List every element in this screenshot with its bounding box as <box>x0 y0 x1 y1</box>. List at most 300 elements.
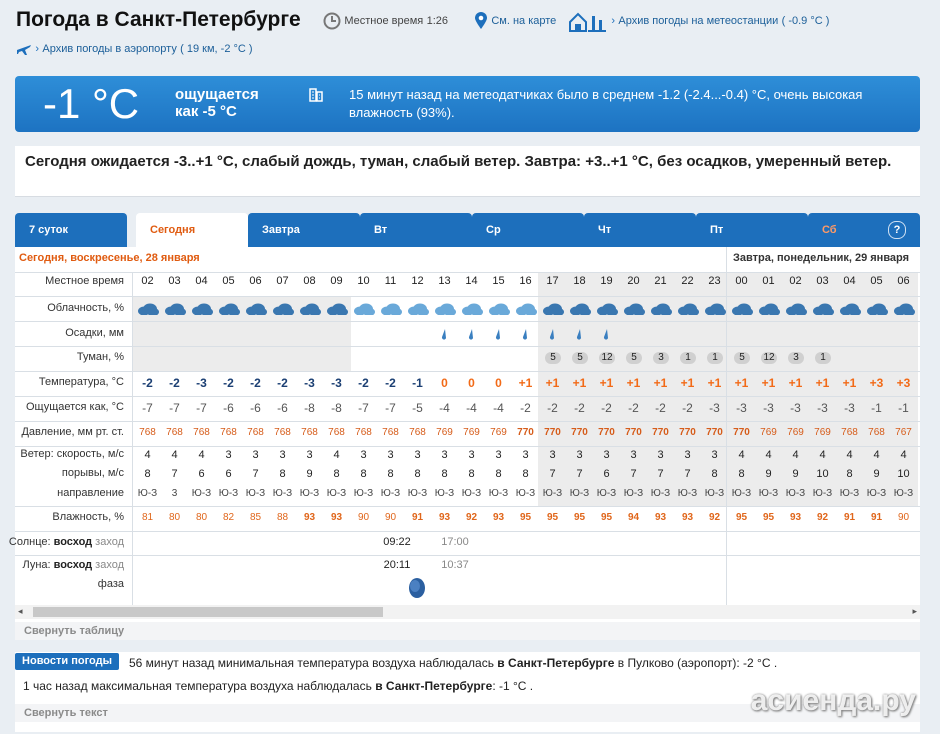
wind-direction-cell: Ю-З <box>272 488 293 499</box>
collapse-table-button[interactable]: Свернуть таблицу <box>15 622 920 640</box>
fog-badge: 1 <box>815 352 831 364</box>
map-pin-icon <box>474 12 488 30</box>
hour-cell: 11 <box>384 275 397 287</box>
cloud-icon <box>595 302 618 315</box>
fog-badge: 5 <box>545 352 561 364</box>
wind-direction-cell: Ю-З <box>866 488 887 499</box>
forecast-summary: Сегодня ожидается -3..+1 °C, слабый дождь, туман, слабый ветер. Завтра: +3..+1 °C, без осадков, умеренный ветер. <box>15 146 920 197</box>
wind-speed-cell: 3 <box>414 449 421 461</box>
wind-direction-cell: Ю-З <box>191 488 212 499</box>
row-divider <box>15 555 920 556</box>
temperature-cell: 0 <box>495 376 502 390</box>
cloud-icon <box>190 302 213 315</box>
pressure-cell: 769 <box>760 427 777 438</box>
feels-like-cell: -2 <box>628 401 639 415</box>
wind-direction-cell: Ю-З <box>839 488 860 499</box>
temperature-cell: +1 <box>761 376 776 390</box>
hour-cell: 04 <box>195 275 208 287</box>
hour-cell: 00 <box>735 275 748 287</box>
row-label-sun-set: заход <box>95 536 124 548</box>
rain-drop-icon <box>574 328 584 340</box>
feels-like-cell: -8 <box>331 401 342 415</box>
temperature-cell: 0 <box>468 376 475 390</box>
cloud-icon <box>784 302 807 315</box>
wind-direction-cell: Ю-З <box>596 488 617 499</box>
tab-thursday[interactable]: Чт <box>584 213 696 247</box>
day-tabs <box>15 213 920 247</box>
station-archive-link[interactable]: › Архив погоды на метеостанции ( -0.9 °C ) <box>568 10 829 32</box>
temperature-cell: -3 <box>331 376 342 390</box>
cloud-icon <box>757 302 780 315</box>
pressure-cell: 768 <box>868 427 885 438</box>
wind-gusts-cell: 8 <box>738 468 745 480</box>
pressure-cell: 768 <box>328 427 345 438</box>
pressure-cell: 768 <box>139 427 156 438</box>
temperature-cell: +1 <box>815 376 830 390</box>
wind-speed-cell: 3 <box>441 449 448 461</box>
wind-speed-cell: 4 <box>738 449 745 461</box>
pressure-cell: 769 <box>436 427 453 438</box>
rain-drop-icon <box>601 328 611 340</box>
humidity-cell: 93 <box>654 512 667 523</box>
wind-gusts-cell: 9 <box>765 468 772 480</box>
wind-direction-cell: Ю-З <box>137 488 158 499</box>
feels-like-cell: -7 <box>385 401 396 415</box>
wind-speed-cell: 3 <box>522 449 529 461</box>
humidity-cell: 94 <box>627 512 640 523</box>
row-label-phase: фаза <box>97 578 124 590</box>
hour-cell: 07 <box>276 275 289 287</box>
row-divider <box>15 321 920 322</box>
feels-like-cell: -3 <box>709 401 720 415</box>
feels-like-cell: -3 <box>736 401 747 415</box>
cloud-icon <box>163 302 186 315</box>
hour-cell: 19 <box>600 275 613 287</box>
humidity-cell: 93 <box>330 512 343 523</box>
cloud-icon <box>811 302 834 315</box>
temperature-cell: +1 <box>626 376 641 390</box>
wind-direction-cell: Ю-З <box>731 488 752 499</box>
cloud-icon <box>460 302 483 315</box>
wind-speed-cell: 3 <box>360 449 367 461</box>
fog-badge: 12 <box>599 352 615 364</box>
pressure-cell: 768 <box>355 427 372 438</box>
wind-direction-cell: Ю-З <box>623 488 644 499</box>
cloud-icon <box>865 302 888 315</box>
wind-speed-cell: 3 <box>495 449 502 461</box>
humidity-cell: 90 <box>357 512 370 523</box>
feels-like-cell: -3 <box>817 401 828 415</box>
wind-gusts-cell: 8 <box>522 468 529 480</box>
wind-speed-cell: 3 <box>387 449 394 461</box>
feels-like-cell: -2 <box>574 401 585 415</box>
wind-gusts-cell: 7 <box>171 468 178 480</box>
humidity-cell: 93 <box>492 512 505 523</box>
pressure-cell: 770 <box>517 427 534 438</box>
pressure-cell: 767 <box>895 427 912 438</box>
wind-gusts-cell: 8 <box>414 468 421 480</box>
hour-cell: 05 <box>870 275 883 287</box>
humidity-cell: 91 <box>411 512 424 523</box>
hour-cell: 09 <box>330 275 343 287</box>
help-icon[interactable]: ? <box>888 221 906 239</box>
pressure-cell: 770 <box>733 427 750 438</box>
watermark: асиенда.ру <box>750 684 916 717</box>
building-icon <box>308 86 324 102</box>
wind-speed-cell: 4 <box>900 449 907 461</box>
wind-direction-cell: Ю-З <box>893 488 914 499</box>
wind-gusts-cell: 8 <box>333 468 340 480</box>
humidity-cell: 95 <box>762 512 775 523</box>
wind-gusts-cell: 6 <box>603 468 610 480</box>
hour-cell: 04 <box>843 275 856 287</box>
temperature-cell: -2 <box>277 376 288 390</box>
wind-direction-cell: Ю-З <box>488 488 509 499</box>
feels-like-cell: -3 <box>844 401 855 415</box>
pressure-cell: 768 <box>409 427 426 438</box>
temperature-cell: +1 <box>545 376 560 390</box>
cloud-icon <box>649 302 672 315</box>
wind-gusts-cell: 10 <box>897 468 910 480</box>
scrollbar-thumb[interactable] <box>33 607 383 617</box>
humidity-cell: 82 <box>222 512 235 523</box>
wind-direction-cell: Ю-З <box>461 488 482 499</box>
temperature-cell: +1 <box>599 376 614 390</box>
feels-like-cell: -2 <box>682 401 693 415</box>
wind-direction-cell: Ю-З <box>299 488 320 499</box>
pressure-cell: 770 <box>625 427 642 438</box>
humidity-cell: 93 <box>789 512 802 523</box>
fog-badge: 12 <box>761 352 777 364</box>
row-label-sun-sun: Солнце: <box>8 536 51 548</box>
cloud-icon <box>487 302 510 315</box>
rain-drop-icon <box>547 328 557 340</box>
hour-cell: 06 <box>897 275 910 287</box>
wind-gusts-cell: 8 <box>279 468 286 480</box>
hour-cell: 18 <box>573 275 586 287</box>
hour-cell: 20 <box>627 275 640 287</box>
row-label-sun-rise: восход <box>53 536 93 548</box>
wind-speed-cell: 3 <box>630 449 637 461</box>
cloud-icon <box>379 302 402 315</box>
pressure-cell: 768 <box>274 427 291 438</box>
row-divider <box>15 446 920 447</box>
hour-cell: 10 <box>357 275 370 287</box>
wind-gusts-cell: 8 <box>441 468 448 480</box>
temperature-cell: -2 <box>250 376 261 390</box>
temperature-cell: -2 <box>358 376 369 390</box>
feels-like-cell: -5 <box>412 401 423 415</box>
wind-direction-cell: Ю-З <box>758 488 779 499</box>
row-label-precip: Осадки, мм <box>65 327 124 339</box>
humidity-cell: 91 <box>843 512 856 523</box>
wind-gusts-cell: 8 <box>360 468 367 480</box>
wind-speed-cell: 4 <box>792 449 799 461</box>
wind-gusts-cell: 7 <box>684 468 691 480</box>
cloud-icon <box>136 302 159 315</box>
cloud-icon <box>271 302 294 315</box>
moonset-time: 10:37 <box>441 559 469 571</box>
fog-badge: 1 <box>680 352 696 364</box>
humidity-cell: 95 <box>546 512 559 523</box>
feels-like-cell: -4 <box>439 401 450 415</box>
page-title: Погода в Санкт-Петербурге <box>16 8 301 31</box>
pressure-cell: 768 <box>247 427 264 438</box>
pressure-cell: 768 <box>382 427 399 438</box>
wind-speed-cell: 3 <box>603 449 610 461</box>
current-temperature: -1 °C <box>43 80 140 127</box>
cloud-icon <box>703 302 726 315</box>
wind-direction-cell: Ю-З <box>407 488 428 499</box>
airport-archive-link[interactable]: › Архив погоды в аэропорту ( 19 км, -2 °C ) <box>16 41 253 56</box>
row-divider <box>15 272 920 273</box>
temperature-cell: -2 <box>223 376 234 390</box>
cloud-icon <box>568 302 591 315</box>
wind-direction-cell: Ю-З <box>434 488 455 499</box>
hour-cell: 05 <box>222 275 235 287</box>
humidity-cell: 93 <box>438 512 451 523</box>
wind-gusts-cell: 8 <box>711 468 718 480</box>
pressure-cell: 770 <box>706 427 723 438</box>
tab-wednesday[interactable]: Ср <box>472 213 584 247</box>
temperature-cell: +1 <box>842 376 857 390</box>
row-label-direction: направление <box>57 487 124 499</box>
current-weather-bar <box>15 76 920 132</box>
wind-gusts-cell: 8 <box>468 468 475 480</box>
humidity-cell: 92 <box>816 512 829 523</box>
humidity-cell: 92 <box>465 512 478 523</box>
hour-cell: 17 <box>546 275 559 287</box>
feels-like-cell: -7 <box>196 401 207 415</box>
hour-cell: 12 <box>411 275 424 287</box>
temperature-cell: -1 <box>412 376 423 390</box>
pressure-cell: 770 <box>544 427 561 438</box>
temperature-cell: +3 <box>896 376 911 390</box>
temperature-cell: +1 <box>707 376 722 390</box>
humidity-cell: 93 <box>681 512 694 523</box>
pressure-cell: 769 <box>463 427 480 438</box>
label-divider <box>132 272 133 607</box>
row-label-humidity: Влажность, % <box>52 511 124 523</box>
wind-gusts-cell: 7 <box>630 468 637 480</box>
feels-like-cell: -2 <box>520 401 531 415</box>
wind-direction-cell: Ю-З <box>677 488 698 499</box>
cloud-icon <box>838 302 861 315</box>
hour-cell: 03 <box>816 275 829 287</box>
wind-gusts-cell: 7 <box>576 468 583 480</box>
feels-like-cell: -7 <box>169 401 180 415</box>
feels-like-cell: -3 <box>763 401 774 415</box>
pressure-cell: 770 <box>679 427 696 438</box>
feels-like-cell: -6 <box>223 401 234 415</box>
pressure-cell: 770 <box>598 427 615 438</box>
sunrise-time: 09:22 <box>383 536 411 548</box>
wind-speed-cell: 3 <box>225 449 232 461</box>
wind-speed-cell: 4 <box>198 449 205 461</box>
wind-gusts-cell: 7 <box>657 468 664 480</box>
pressure-cell: 768 <box>220 427 237 438</box>
fog-badge: 5 <box>734 352 750 364</box>
airplane-icon <box>16 42 32 56</box>
feels-like-cell: -8 <box>304 401 315 415</box>
wind-direction-cell: Ю-З <box>380 488 401 499</box>
hour-cell: 03 <box>168 275 181 287</box>
feels-like: ощущается как -5 °C <box>175 86 259 120</box>
wind-direction-cell: Ю-З <box>353 488 374 499</box>
station-icon <box>568 10 608 32</box>
wind-speed-cell: 3 <box>576 449 583 461</box>
table-scrollbar[interactable] <box>15 605 920 619</box>
hourly-grid <box>15 247 920 607</box>
tab-today[interactable]: Сегодня <box>136 213 248 247</box>
humidity-cell: 90 <box>897 512 910 523</box>
tab-tomorrow[interactable]: Завтра <box>248 213 360 247</box>
scroll-left-icon[interactable]: ◂ <box>18 606 23 616</box>
hour-cell: 22 <box>681 275 694 287</box>
wind-speed-cell: 3 <box>252 449 259 461</box>
hour-cell: 02 <box>789 275 802 287</box>
feels-like-cell: -2 <box>547 401 558 415</box>
hour-cell: 02 <box>141 275 154 287</box>
hour-cell: 06 <box>249 275 262 287</box>
row-divider <box>15 371 920 372</box>
wind-direction-cell: Ю-З <box>515 488 536 499</box>
tomorrow-header: Завтра, понедельник, 29 января <box>733 252 910 264</box>
wind-speed-cell: 3 <box>279 449 286 461</box>
pressure-cell: 768 <box>193 427 210 438</box>
pressure-cell: 769 <box>490 427 507 438</box>
row-label-gusts: порывы, м/с <box>61 467 124 479</box>
humidity-cell: 95 <box>600 512 613 523</box>
wind-speed-cell: 4 <box>873 449 880 461</box>
wind-speed-cell: 4 <box>819 449 826 461</box>
row-label-clouds: Облачность, % <box>47 302 124 314</box>
row-label-moon-set: заход <box>95 559 124 571</box>
humidity-cell: 80 <box>168 512 181 523</box>
map-link[interactable]: См. на карте <box>474 12 556 30</box>
row-label-wind_speed: Ветер: скорость, м/с <box>20 448 124 460</box>
hour-cell: 01 <box>762 275 775 287</box>
row-label-moon-moon: Луна: <box>22 559 51 571</box>
cloud-icon <box>217 302 240 315</box>
temperature-cell: +3 <box>869 376 884 390</box>
humidity-cell: 81 <box>141 512 154 523</box>
rain-drop-icon <box>466 328 476 340</box>
wind-direction-cell: Ю-З <box>326 488 347 499</box>
wind-gusts-cell: 8 <box>495 468 502 480</box>
pressure-cell: 768 <box>841 427 858 438</box>
humidity-cell: 95 <box>735 512 748 523</box>
cloud-icon <box>514 302 537 315</box>
cloud-icon <box>676 302 699 315</box>
row-label-fog: Туман, % <box>76 351 124 363</box>
news-label: Новости погоды <box>15 653 119 670</box>
hour-cell: 13 <box>438 275 451 287</box>
wind-gusts-cell: 6 <box>198 468 205 480</box>
wind-direction-cell: Ю-З <box>785 488 806 499</box>
row-label-temp: Температура, °C <box>38 376 124 388</box>
temperature-cell: -3 <box>196 376 207 390</box>
wind-speed-cell: 4 <box>333 449 340 461</box>
weather-table <box>8 247 920 623</box>
cloud-icon <box>325 302 348 315</box>
cloud-icon <box>406 302 429 315</box>
humidity-cell: 88 <box>276 512 289 523</box>
news-item-1: 56 минут назад минимальная температура воздуха наблюдалась в Санкт-Петербурге в Пулково (аэропорт): -2 °C . <box>129 656 778 670</box>
cloud-icon <box>352 302 375 315</box>
feels-like-cell: -4 <box>493 401 504 415</box>
wind-speed-cell: 4 <box>171 449 178 461</box>
wind-gusts-cell: 8 <box>387 468 394 480</box>
wind-direction-cell: Ю-З <box>245 488 266 499</box>
row-label-time: Местное время <box>45 275 124 287</box>
temperature-cell: -3 <box>304 376 315 390</box>
pressure-cell: 769 <box>814 427 831 438</box>
row-divider <box>15 421 920 422</box>
cloud-icon <box>244 302 267 315</box>
temperature-cell: 0 <box>441 376 448 390</box>
feels-like-cell: -7 <box>142 401 153 415</box>
tab-friday[interactable]: Пт <box>696 213 808 247</box>
humidity-cell: 92 <box>708 512 721 523</box>
fog-badge: 1 <box>707 352 723 364</box>
wind-direction-cell: Ю-З <box>650 488 671 499</box>
tab-tuesday[interactable]: Вт <box>360 213 472 247</box>
feels-like-cell: -6 <box>250 401 261 415</box>
pressure-cell: 769 <box>787 427 804 438</box>
cloud-icon <box>433 302 456 315</box>
today-header: Сегодня, воскресенье, 28 января <box>19 252 200 264</box>
humidity-cell: 91 <box>870 512 883 523</box>
local-time: Местное время 1:26 <box>323 12 448 30</box>
humidity-cell: 90 <box>384 512 397 523</box>
pressure-cell: 768 <box>301 427 318 438</box>
clock-icon <box>323 12 341 30</box>
temperature-cell: +1 <box>788 376 803 390</box>
temperature-cell: +1 <box>734 376 749 390</box>
temperature-cell: +1 <box>518 376 533 390</box>
row-label-feels: Ощущается как, °C <box>25 401 124 413</box>
scroll-right-icon[interactable]: ▸ <box>912 606 917 616</box>
tab-7-days[interactable]: 7 суток <box>15 213 127 247</box>
wind-direction-cell: Ю-З <box>704 488 725 499</box>
hour-cell: 08 <box>303 275 316 287</box>
wind-direction-cell: Ю-З <box>812 488 833 499</box>
feels-like-cell: -2 <box>601 401 612 415</box>
rain-drop-icon <box>520 328 530 340</box>
feels-like-cell: -1 <box>871 401 882 415</box>
tab-saturday[interactable]: Сб ? <box>808 213 920 247</box>
pressure-cell: 770 <box>571 427 588 438</box>
rain-drop-icon <box>439 328 449 340</box>
cloud-icon <box>622 302 645 315</box>
temperature-cell: -2 <box>169 376 180 390</box>
collapse-news-button[interactable]: Свернуть текст <box>15 704 920 722</box>
current-description: 15 минут назад на метеодатчиках было в среднем -1.2 (-2.4...-0.4) °C, очень высокая влажность (93%). <box>349 87 863 120</box>
fog-badge: 5 <box>626 352 642 364</box>
wind-gusts-cell: 7 <box>252 468 259 480</box>
hour-cell: 21 <box>654 275 667 287</box>
feels-like-cell: -1 <box>898 401 909 415</box>
feels-like-cell: -6 <box>277 401 288 415</box>
hour-cell: 14 <box>465 275 478 287</box>
wind-gusts-cell: 6 <box>225 468 232 480</box>
temperature-cell: -2 <box>385 376 396 390</box>
humidity-cell: 95 <box>573 512 586 523</box>
humidity-cell: 93 <box>303 512 316 523</box>
temperature-cell: +1 <box>653 376 668 390</box>
wind-speed-cell: 3 <box>549 449 556 461</box>
